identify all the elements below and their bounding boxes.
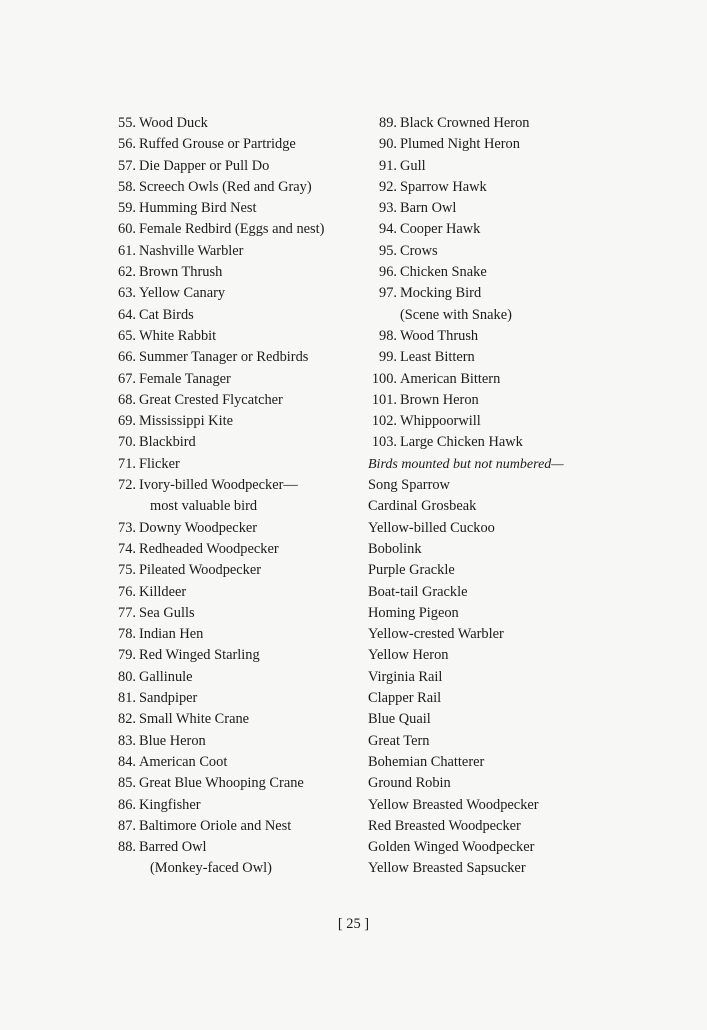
item-number: 63. — [118, 285, 136, 302]
item-name: Blackbird — [139, 434, 196, 451]
page-number: [ 25 ] — [337, 916, 370, 932]
unnumbered-item: Song Sparrow — [368, 477, 450, 494]
item-name: Sandpiper — [139, 690, 198, 707]
item-name: Indian Hen — [139, 626, 204, 643]
item-name: Killdeer — [139, 583, 187, 600]
list-item — [358, 219, 598, 240]
unnumbered-item: Yellow-crested Warbler — [368, 626, 504, 643]
item-number: 87. — [118, 817, 136, 834]
item-number: 84. — [118, 753, 136, 770]
item-number: 73. — [118, 519, 136, 536]
unnumbered-item: Cardinal Grosbeak — [368, 498, 477, 515]
item-number: 91. — [379, 157, 397, 174]
unnumbered-item: Purple Grackle — [368, 562, 455, 579]
item-number: 58. — [118, 178, 136, 195]
list-item — [96, 262, 358, 283]
list-item — [96, 347, 358, 368]
item-number: 102. — [371, 413, 397, 430]
item-name: Sparrow Hawk — [400, 178, 487, 195]
item-name: Plumed Night Heron — [400, 136, 520, 153]
item-name: Screech Owls (Red and Gray) — [139, 178, 312, 195]
list-item — [96, 113, 358, 134]
item-number: 71. — [118, 455, 136, 472]
item-number: 85. — [118, 775, 136, 792]
item-name: Gull — [400, 157, 426, 174]
list-item — [358, 369, 598, 390]
list-item — [96, 326, 358, 347]
item-name: Cooper Hawk — [400, 221, 481, 238]
item-name: Blue Heron — [139, 732, 206, 749]
list-item — [96, 432, 358, 453]
item-name: Gallinule — [139, 668, 193, 685]
unnumbered-item: Boat-tail Grackle — [368, 583, 468, 600]
list-item — [96, 305, 358, 326]
item-name: Brown Heron — [400, 391, 479, 408]
list-item — [96, 539, 358, 560]
unnumbered-item: Yellow Breasted Woodpecker — [368, 796, 539, 813]
item-continuation: (Scene with Snake) — [400, 306, 512, 323]
item-number: 67. — [118, 370, 136, 387]
item-name: Die Dapper or Pull Do — [139, 157, 270, 174]
list-item — [96, 198, 358, 219]
list-item — [358, 390, 598, 411]
right-column — [358, 113, 598, 880]
item-name: Sea Gulls — [139, 604, 195, 621]
item-name: American Coot — [139, 753, 228, 770]
list-item — [96, 667, 358, 688]
item-number: 100. — [371, 370, 397, 387]
item-number: 64. — [118, 306, 136, 323]
unnumbered-heading: Birds mounted but not numbered— — [368, 456, 564, 472]
item-number: 57. — [118, 157, 136, 174]
item-name: Chicken Snake — [400, 264, 487, 281]
unnumbered-item: Ground Robin — [368, 775, 451, 792]
item-name: Kingfisher — [139, 796, 201, 813]
unnumbered-item: Red Breasted Woodpecker — [368, 817, 521, 834]
item-number: 66. — [118, 349, 136, 366]
list-item — [358, 241, 598, 262]
item-number: 82. — [118, 711, 136, 728]
item-number: 60. — [118, 221, 136, 238]
item-number: 74. — [118, 540, 136, 557]
list-item — [96, 411, 358, 432]
item-number: 61. — [118, 242, 136, 259]
item-name: Least Bittern — [400, 349, 475, 366]
item-number: 86. — [118, 796, 136, 813]
unnumbered-item: Bobolink — [368, 540, 422, 557]
item-number: 83. — [118, 732, 136, 749]
item-name: Flicker — [139, 455, 180, 472]
list-item — [358, 326, 598, 347]
item-name: Mississippi Kite — [139, 413, 233, 430]
list-item — [96, 156, 358, 177]
unnumbered-item: Golden Winged Woodpecker — [368, 839, 535, 856]
item-name: Cat Birds — [139, 306, 194, 323]
item-continuation: (Monkey-faced Owl) — [150, 860, 272, 877]
unnumbered-item: Blue Quail — [368, 711, 431, 728]
unnumbered-item: Virginia Rail — [368, 668, 443, 685]
item-number: 69. — [118, 413, 136, 430]
item-name: Small White Crane — [139, 711, 250, 728]
unnumbered-item: Bohemian Chatterer — [368, 753, 485, 770]
item-number: 93. — [379, 200, 397, 217]
list-item — [96, 177, 358, 198]
item-number: 72. — [118, 477, 136, 494]
item-name: Barred Owl — [139, 839, 207, 856]
item-name: Wood Thrush — [400, 327, 479, 344]
item-number: 103. — [371, 434, 397, 451]
list-item — [358, 177, 598, 198]
item-number: 56. — [118, 136, 136, 153]
item-name: Brown Thrush — [139, 264, 223, 281]
item-name: Black Crowned Heron — [400, 115, 530, 131]
item-name: Whippoorwill — [400, 413, 481, 430]
item-number: 98. — [379, 327, 397, 344]
list-item — [96, 645, 358, 666]
item-number: 95. — [379, 242, 397, 259]
item-name: Red Winged Starling — [139, 647, 260, 664]
item-name: Female Tanager — [139, 370, 231, 387]
list-item — [96, 624, 358, 645]
unnumbered-item: Clapper Rail — [368, 690, 442, 707]
list-item — [358, 134, 598, 155]
item-number: 75. — [118, 562, 136, 579]
list-item — [358, 156, 598, 177]
item-number: 59. — [118, 200, 136, 217]
item-number: 88. — [118, 839, 136, 856]
unnumbered-item: Yellow-billed Cuckoo — [368, 519, 495, 536]
unnumbered-item: Yellow Heron — [368, 647, 449, 664]
item-number: 89. — [379, 115, 397, 131]
item-number: 76. — [118, 583, 136, 600]
item-name: American Bittern — [400, 370, 501, 387]
list-item — [96, 837, 358, 858]
list-item — [358, 432, 598, 453]
list-item — [96, 816, 358, 837]
list-item — [96, 219, 358, 240]
item-name: Ivory-billed Woodpecker— — [139, 477, 298, 494]
item-number: 78. — [118, 626, 136, 643]
item-number: 92. — [379, 178, 397, 195]
list-item — [96, 582, 358, 603]
list-item — [96, 475, 358, 496]
item-number: 65. — [118, 327, 136, 344]
list-item — [96, 369, 358, 390]
list-item — [96, 731, 358, 752]
list-item — [96, 688, 358, 709]
item-name: Barn Owl — [400, 200, 457, 217]
list-item — [96, 454, 358, 475]
item-number: 81. — [118, 690, 136, 707]
item-name: Downy Woodpecker — [139, 519, 258, 536]
list-item — [96, 773, 358, 794]
item-continuation: most valuable bird — [150, 498, 258, 515]
item-number: 77. — [118, 604, 136, 621]
list-item — [358, 262, 598, 283]
item-number: 68. — [118, 391, 136, 408]
list-item — [358, 283, 598, 304]
list-item — [96, 795, 358, 816]
list-item — [96, 390, 358, 411]
list-item — [358, 198, 598, 219]
item-name: Large Chicken Hawk — [400, 434, 523, 451]
list-item — [96, 752, 358, 773]
list-item — [358, 113, 598, 134]
item-name: White Rabbit — [139, 327, 217, 344]
item-name: Mocking Bird — [400, 285, 482, 302]
item-name: Humming Bird Nest — [139, 200, 257, 217]
item-number: 79. — [118, 647, 136, 664]
list-item — [96, 283, 358, 304]
item-name: Baltimore Oriole and Nest — [139, 817, 292, 834]
item-name: Great Crested Flycatcher — [139, 391, 283, 408]
list-item — [358, 411, 598, 432]
item-name: Summer Tanager or Redbirds — [139, 349, 309, 366]
item-name: Yellow Canary — [139, 285, 226, 302]
list-item — [96, 709, 358, 730]
unnumbered-item: Homing Pigeon — [368, 604, 459, 621]
item-name: Crows — [400, 242, 438, 259]
item-name: Great Blue Whooping Crane — [139, 775, 304, 792]
item-name: Ruffed Grouse or Partridge — [139, 136, 296, 153]
list-item — [96, 603, 358, 624]
item-number: 97. — [379, 285, 397, 302]
item-number: 96. — [379, 264, 397, 281]
list-item — [96, 560, 358, 581]
item-number: 99. — [379, 349, 397, 366]
item-name: Pileated Woodpecker — [139, 562, 262, 579]
left-column — [96, 113, 358, 880]
item-name: Wood Duck — [139, 115, 208, 131]
item-number: 94. — [379, 221, 397, 238]
item-number: 62. — [118, 264, 136, 281]
item-number: 80. — [118, 668, 136, 685]
item-name: Nashville Warbler — [139, 242, 244, 259]
item-number: 70. — [118, 434, 136, 451]
item-number: 90. — [379, 136, 397, 153]
list-item — [96, 134, 358, 155]
item-number: 55. — [118, 115, 136, 131]
item-name: Redheaded Woodpecker — [139, 540, 279, 557]
list-item — [358, 347, 598, 368]
list-item — [96, 241, 358, 262]
item-number: 101. — [371, 391, 397, 408]
list-item — [96, 518, 358, 539]
item-name: Female Redbird (Eggs and nest) — [139, 221, 325, 238]
unnumbered-item: Great Tern — [368, 732, 430, 749]
unnumbered-item: Yellow Breasted Sapsucker — [368, 860, 526, 877]
